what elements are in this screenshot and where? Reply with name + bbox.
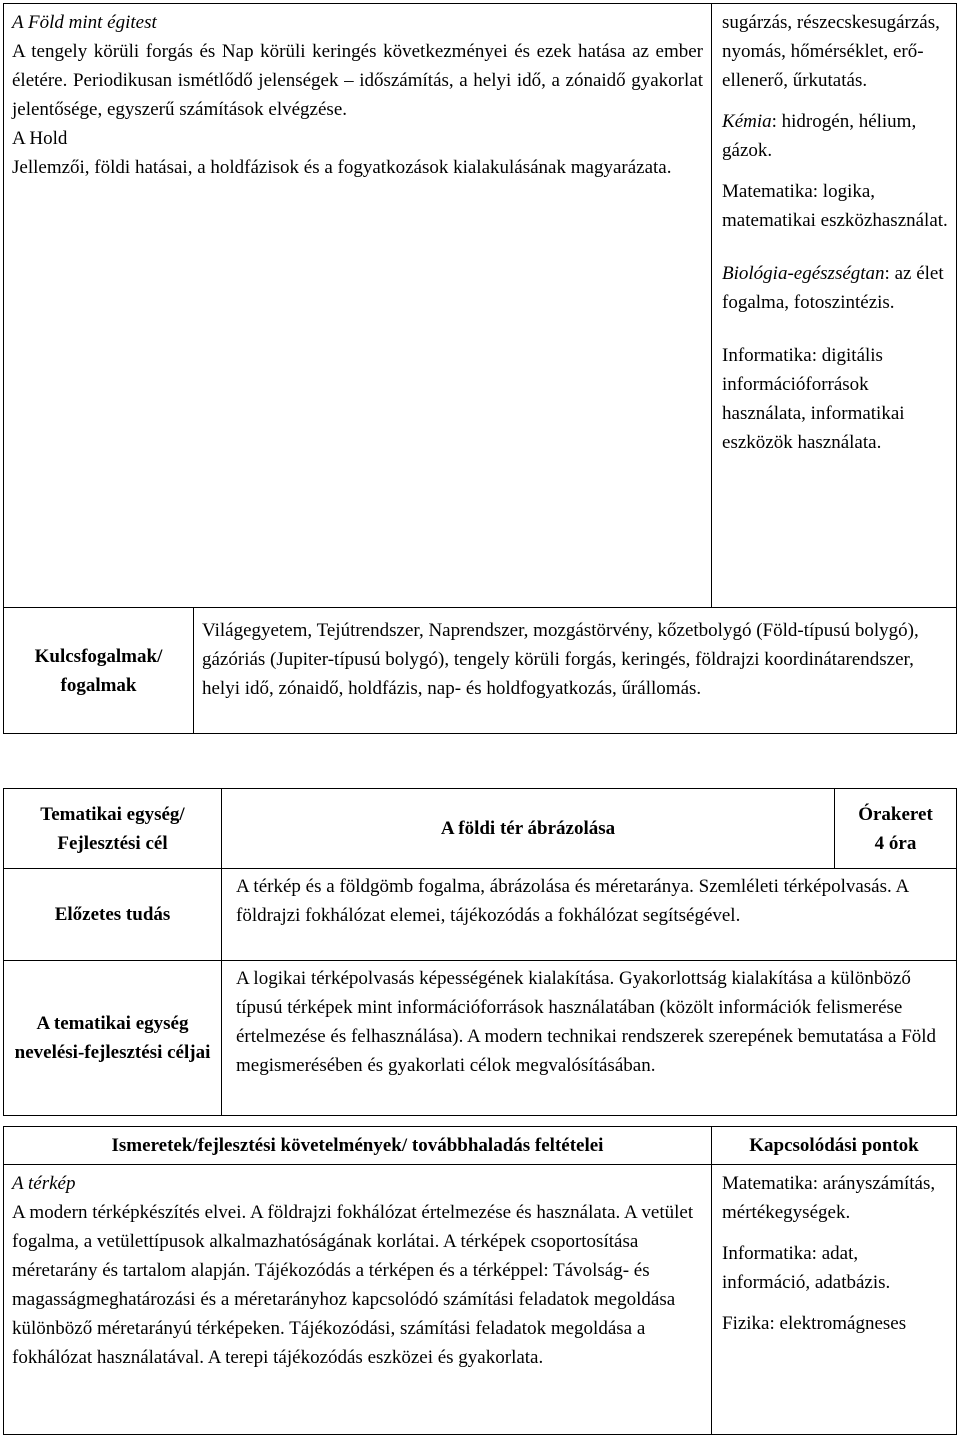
requirements-table <box>3 1126 957 1435</box>
goals-text: A logikai térképolvasás képességének kialakítása. Gyakorlottság kialakítása a különböző típusú térképek mint információforrások használatában (közölt információk felismerése értelmezése és felhasználása). A modern technikai rendszerek szerepének bemutatása a Föld megismerésében és gyakorlati célok megvalósításában. <box>236 968 937 1076</box>
links-header: Kapcsolódási pontok <box>749 1135 919 1156</box>
prior-label-cell <box>4 869 222 961</box>
link-math: Matematika: logika, matematikai eszközhasználat. <box>722 181 948 231</box>
top-table <box>3 3 957 734</box>
content-cell <box>4 4 712 608</box>
hours-label: Órakeret <box>858 803 933 825</box>
links-header-cell <box>712 1127 957 1165</box>
unit-label-cell <box>4 789 222 869</box>
unit-title: A földi tér ábrázolása <box>440 818 616 839</box>
keywords-label: Kulcsfogalmak/ fogalmak <box>34 645 163 696</box>
requirements-text: A modern térképkészítés elvei. A földrajzi fokhálózat értelmezése és használata. A vetület fogalma, a vetülettípusok alkalmazhatóságának korlátai. A térképek csoportosítása méretarány és tartalom alapján. Tájékozódás a térképen és a térképpel: Távolság- és magasságmeghatározási és a méretarányhoz kapcsolódó számítási feladatok megoldása különböző méretarányú térképeken. Tájékozódási, számítási feladatok megoldása a fokhálózat használatával. A terepi tájékozódás eszközei és gyakorlata. <box>12 1202 694 1368</box>
link-info-data: Informatika: adat, információ, adatbázis. <box>722 1243 891 1293</box>
keywords-label-cell <box>4 608 194 734</box>
connection-points-cell <box>712 4 957 608</box>
section-heading-earth: A Föld mint égitest <box>12 12 157 33</box>
goals-label: A tematikai egység nevelési-fejlesztési céljai <box>14 1013 211 1063</box>
keywords-text: Világegyetem, Tejútrendszer, Naprendszer, mozgástörvény, kőzetbolygó (Föld-típusú bolygó), gázóriás (Jupiter-típusú bolygó), tengely körüli forgás, keringés, földrajzi koordinátarendszer, helyi idő, zónaidő, holdfázis, nap- és holdfogyatkozás, űrállomás. <box>202 620 919 699</box>
prior-text: A térkép és a földgömb fogalma, ábrázolása és méretaránya. Szemléleti térképolvasás. A földrajzi fokhálózat elemei, tájékozódás a fokhálózat segítségével. <box>236 876 909 926</box>
link-physics-continued: sugárzás, részecskesugárzás, nyomás, hőmérséklet, erő-ellenerő, űrkutatás. <box>722 12 940 91</box>
unit-title-cell <box>222 789 835 869</box>
requirements-header-cell <box>4 1127 712 1165</box>
prior-text-cell <box>222 869 957 961</box>
link-physics-em: Fizika: elektromágneses <box>722 1313 907 1334</box>
link-math-proportion: Matematika: arányszámítás, mértékegységek. <box>722 1173 936 1223</box>
requirements-text-cell <box>4 1165 712 1435</box>
unit-label: Tematikai egység/ Fejlesztési cél <box>40 803 185 854</box>
links-text-cell <box>712 1165 957 1435</box>
prior-label: Előzetes tudás <box>54 904 171 925</box>
hours-cell <box>835 789 957 869</box>
section-heading-moon: A Hold <box>12 128 68 149</box>
section-text-earth: A tengely körüli forgás és Nap körüli keringés következményei és ezek hatása az ember életére. Periodikusan ismétlődő jelenségek – időszámítás, a helyi idő, a zónaidő gyakorlat jelentősége, egyszerű számítások elvégzése. <box>12 41 704 120</box>
section-text-moon: Jellemzői, földi hatásai, a holdfázisok és a fogyatkozások kialakulásának magyarázata. <box>12 157 672 178</box>
unit-table <box>3 788 957 1116</box>
hours-value: 4 óra <box>874 832 917 854</box>
link-biology: Biológia-egészségtan: az élet fogalma, fotoszintézis. <box>722 263 944 313</box>
link-chemistry: Kémia: hidrogén, hélium, gázok. <box>722 111 917 161</box>
link-informatics: Informatika: digitális információforrások használata, informatikai eszközök használata. <box>722 345 905 453</box>
keywords-text-cell <box>194 608 957 734</box>
requirements-subheading: A térkép <box>12 1173 76 1194</box>
goals-text-cell <box>222 961 957 1116</box>
goals-label-cell <box>4 961 222 1116</box>
requirements-header: Ismeretek/fejlesztési követelmények/ továbbhaladás feltételei <box>111 1135 604 1156</box>
